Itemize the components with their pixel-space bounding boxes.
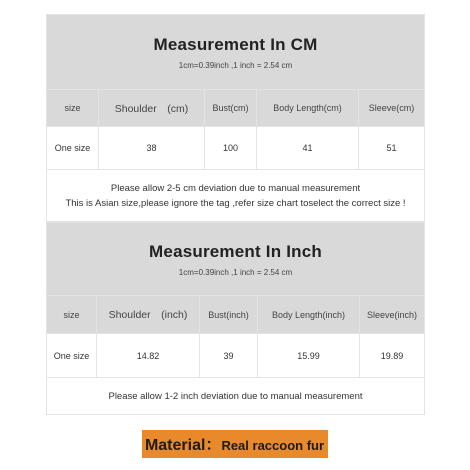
cm-header-size: size [47, 90, 99, 127]
inch-cell-size: One size [47, 334, 97, 378]
cm-cell-size: One size [47, 127, 99, 170]
cm-cell-bust: 100 [205, 127, 257, 170]
material-banner-wrap [0, 430, 470, 458]
cm-title-row [47, 15, 425, 90]
cm-note-cell [47, 170, 425, 222]
cm-conversion-subtitle: 1cm=0.39inch ,1 inch = 2.54 cm [178, 60, 293, 70]
inch-header-body-length: Body Length(inch) [258, 296, 360, 334]
inch-cell-shoulder: 14.82 [97, 334, 200, 378]
inch-title-row [47, 223, 425, 296]
inch-cell-bust: 39 [200, 334, 258, 378]
inch-header-shoulder: Shoulder (inch) [97, 296, 200, 334]
inch-table-title: Measurement In Inch [149, 241, 322, 261]
cm-cell-sleeve: 51 [359, 127, 425, 170]
cm-header-row [47, 90, 425, 127]
inch-cell-body-length: 15.99 [258, 334, 360, 378]
inch-cell-sleeve: 19.89 [360, 334, 425, 378]
cm-cell-shoulder: 38 [99, 127, 205, 170]
cm-cell-body-length: 41 [257, 127, 359, 170]
material-label: Material： [144, 437, 222, 454]
cm-deviation-note: Please allow 2-5 cm deviation due to manual measurement [110, 182, 361, 194]
cm-header-body-length: Body Length(cm) [257, 90, 359, 127]
inch-title-cell [47, 223, 425, 296]
cm-header-sleeve: Sleeve(cm) [359, 90, 425, 127]
cm-note-row [47, 170, 425, 222]
asian-size-note: This is Asian size,please ignore the tag ,refer size chart toselect the correct size ! [65, 197, 406, 209]
inch-header-bust: Bust(inch) [200, 296, 258, 334]
cm-data-row [47, 127, 425, 170]
inch-note-row [47, 378, 425, 415]
inch-data-row [47, 334, 425, 378]
inch-header-size: size [47, 296, 97, 334]
inch-measurement-table [46, 222, 425, 415]
inch-header-sleeve: Sleeve(inch) [360, 296, 425, 334]
inch-deviation-note: Please allow 1-2 inch deviation due to manual measurement [47, 378, 425, 415]
inch-header-row [47, 296, 425, 334]
material-banner [142, 430, 328, 458]
cm-header-bust: Bust(cm) [205, 90, 257, 127]
cm-table-title: Measurement In CM [153, 34, 318, 54]
material-value: Real raccoon fur [221, 438, 325, 453]
cm-title-cell [47, 15, 425, 90]
cm-header-shoulder: Shoulder (cm) [99, 90, 205, 127]
inch-conversion-subtitle: 1cm=0.39inch ,1 inch = 2.54 cm [178, 267, 293, 277]
cm-measurement-table [46, 14, 425, 222]
